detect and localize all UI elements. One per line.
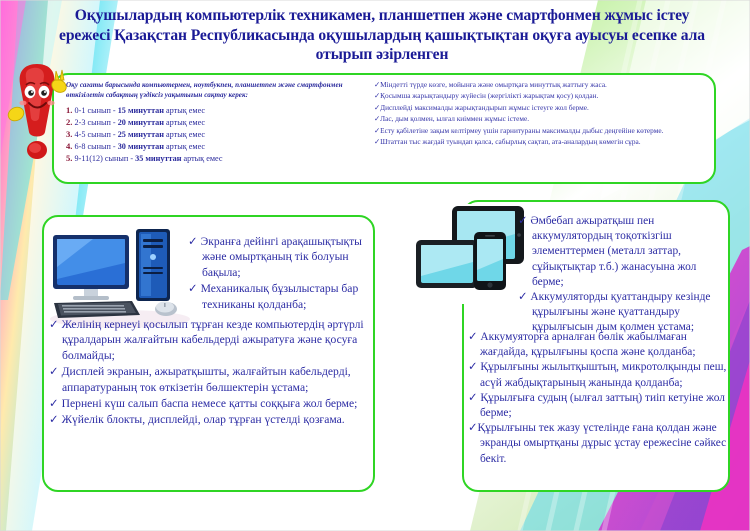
list-item-tail: артық емес: [166, 106, 206, 116]
rule-item-text: Құрылғыны тек жазу үстелінде ғана қолдан және экранды омыртқаны дұрыс ұстау ережесіне сәйкес бекіт.: [477, 422, 727, 465]
checklist-item-text: Дисплейді максималды жарықтандырып жұмыс істеуге жол берме.: [380, 102, 589, 112]
list-item-tail: артық емес: [166, 130, 206, 139]
list-item-number: 4.: [66, 140, 73, 151]
check-icon: ✓: [374, 102, 381, 112]
list-item-duration: 30 минуттан: [117, 141, 164, 151]
checklist-item-text: Лас, дым қолмен, ылғал киіммен жұмыс істеме.: [380, 114, 530, 124]
rule-item: [468, 391, 730, 421]
list-item-duration: 25 минуттан: [117, 130, 164, 139]
check-icon: ✓: [374, 125, 381, 135]
rule-item: [49, 317, 373, 363]
list-item-duration: 35 минуттан: [135, 153, 182, 163]
check-icon: ✓: [518, 215, 528, 227]
top-info-panel: [52, 73, 716, 184]
checklist-item-text: Қосымша жарықтандыру жүйесін (жергілікті жарықтам қосу) қолдан.: [380, 91, 599, 101]
check-icon: ✓: [49, 365, 59, 379]
list-item-duration: 15 минуттан: [117, 106, 164, 116]
rule-item: [468, 360, 730, 390]
list-item-grade: 9-11(12) сынып: [74, 153, 129, 163]
list-item-number: 1.: [66, 105, 73, 116]
check-icon: ✓: [468, 331, 478, 343]
checklist-item: [374, 113, 710, 124]
list-item-number: 5.: [66, 152, 73, 163]
list-item-duration: 20 минуттан: [117, 118, 164, 128]
check-icon: ✓: [468, 422, 478, 435]
list-item-grade: 0-1 сынып: [74, 106, 111, 116]
rule-item-text: Экранға дейінгі арақашықтықты және омыртқаның тік болуын бақыла;: [200, 235, 362, 279]
list-item: [66, 105, 366, 117]
rule-item: [504, 214, 726, 290]
mobile-secondary-rules: [468, 330, 730, 467]
rule-item: [504, 290, 726, 336]
list-item-grade: 4-5 сынып: [74, 130, 111, 139]
rule-item-text: Аккумуляторды қуаттандыру кезінде құрылғыны және қуаттандыру құрылғысын дым қолмен ұстама;: [530, 291, 711, 334]
list-item-separator: -: [130, 153, 134, 163]
check-icon: ✓: [49, 397, 59, 411]
rule-item-text: Дисплей экранын, ажыратқышты, жалғайтын кабельдерді, аппаратураның ток өткізетін бөлшектерін ұстама;: [61, 365, 351, 394]
list-item: [66, 117, 366, 129]
rule-item: [49, 412, 373, 427]
check-icon: ✓: [188, 235, 198, 248]
check-icon: ✓: [49, 318, 59, 331]
check-icon: ✓: [188, 282, 198, 296]
checklist-item-text: Штаттан тыс жағдай туындап қалса, сабырлық сақтап, ата-аналардың көмегін сұра.: [380, 137, 641, 147]
checklist-item: [374, 79, 710, 90]
list-item-tail: артық емес: [166, 141, 206, 151]
grade-duration-list: [66, 105, 366, 164]
list-item-separator: -: [112, 130, 116, 139]
top-checklist-column: [374, 79, 710, 147]
rule-item: [49, 396, 373, 411]
rule-item-text: Әмбебап ажыратқыш пен аккумулятордың тоқоткізгіш элементтермен (металл заттар, сұйықтықтар т.б.) жанасуына жол берме;: [530, 215, 697, 288]
list-item-grade: 2-3 сынып: [74, 118, 111, 128]
rule-item: [49, 364, 373, 395]
check-icon: ✓: [374, 114, 381, 124]
checklist-item: [374, 125, 710, 136]
list-item: [66, 153, 366, 165]
rule-item: [468, 421, 730, 467]
exclamation-mark-mascot-icon: [6, 58, 68, 170]
list-item-tail: артық емес: [166, 118, 206, 128]
checklist-item: [374, 90, 710, 101]
rule-item-text: Жүйелік блокты, дисплейді, олар тұрған үстелді қозғама.: [61, 413, 345, 427]
list-item-tail: артық емес: [183, 153, 223, 163]
rule-item-text: Құрылғыға судың (ылғал заттың) тиіп кетуіне жол берме;: [480, 391, 725, 420]
list-item-separator: -: [112, 118, 116, 128]
page-title-text: Оқушылардың компьютерлік техникамен, планшетпен және смартфонмен жұмыс істеу ережесі Қазақстан Республикасында оқушылардың қашықтықтан оқуға ауысуы есепке ала отырып әзірленген: [59, 7, 705, 63]
rule-item: [468, 330, 730, 360]
rule-item-text: Механикалық бұзылыстары бар техниканы қолданба;: [200, 282, 359, 311]
rule-item-text: Пернені күш салып баспа немесе қатты соққыға жол берме;: [61, 397, 358, 411]
duration-intro-text: Оқу сағаты барысында компьютермен, ноутбукпен, планшетпен және смартфонмен өткізілетін сабақтың үздіксіз уақытығын сақтау керек:: [66, 81, 343, 100]
list-item-grade: 6-8 сынып: [74, 141, 111, 151]
list-item: [66, 141, 366, 153]
computer-secondary-rules: [49, 317, 373, 429]
rule-item-text: Желінің кернеуі қосылып тұрған кезде компьютердің әртүрлі құралдарын жалғайтын кабельдерді ажыратуға және қосуға болмайды;: [61, 318, 364, 362]
check-icon: ✓: [374, 91, 381, 101]
list-item-separator: -: [112, 141, 116, 151]
check-icon: ✓: [518, 291, 528, 304]
page-title: [52, 6, 712, 65]
mobile-primary-rules: [504, 214, 726, 336]
computer-primary-rules: [172, 234, 368, 313]
rule-item-text: Аккумуяторға арналған бөлік жабылмаған жағдайда, құрылғыны қоспа және қолданба;: [480, 331, 696, 359]
checklist-item: [374, 136, 710, 147]
check-icon: ✓: [374, 80, 381, 89]
list-item-number: 2.: [66, 117, 73, 128]
rule-item: [172, 234, 368, 280]
list-item-number: 3.: [66, 129, 73, 139]
mobile-device-rules-panel: [462, 200, 730, 492]
checklist-item-text: Есту қабілетіне зақым келтірмеу үшін гарнитураны максималды дыбыс деңгейіне көтерме.: [380, 125, 664, 135]
list-item-separator: -: [112, 106, 116, 116]
checklist-item-text: Міндетті түрде көзге, мойынға және омыртқаға минуттық жаттығу жаса.: [380, 80, 607, 89]
rule-item: [172, 281, 368, 312]
list-item: [66, 129, 366, 141]
rule-item-text: Құрылғыны жылытқыштың, микротолқынды пеш, асүй жабдықтарының жанында қолданба;: [480, 361, 727, 389]
duration-rules-column: [66, 80, 366, 164]
check-icon: ✓: [468, 391, 478, 404]
check-icon: ✓: [468, 361, 478, 374]
checklist-item: [374, 102, 710, 113]
check-icon: ✓: [374, 137, 381, 147]
check-icon: ✓: [49, 413, 59, 427]
computer-rules-panel: [42, 215, 375, 492]
